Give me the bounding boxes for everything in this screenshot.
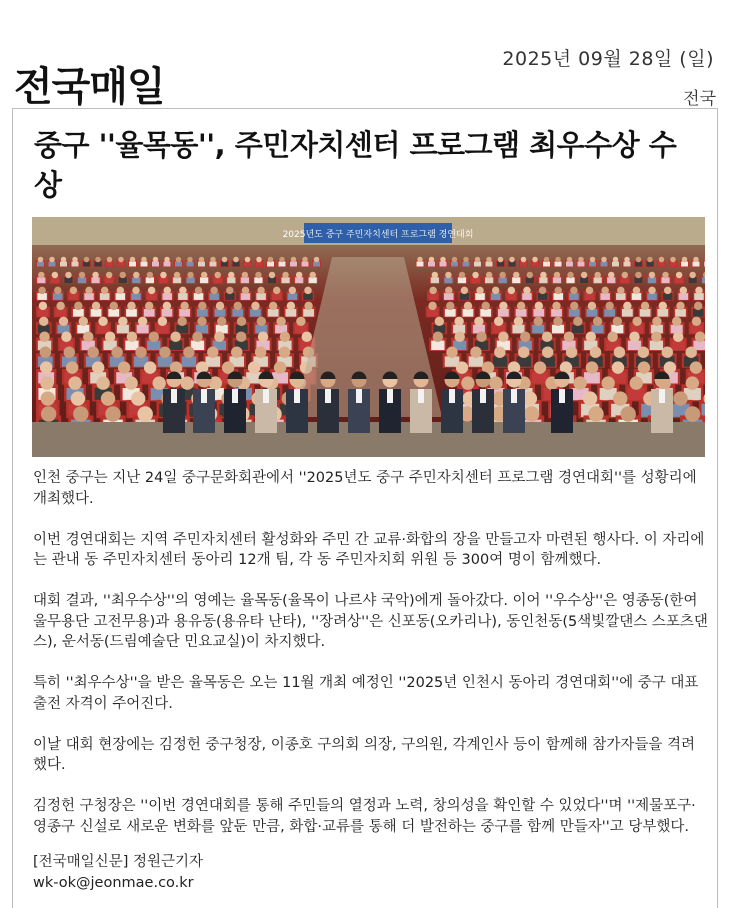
newspaper-masthead: 전국매일 [14, 55, 165, 112]
stage-banner-text: 2025년도 중구 주민자치센터 프로그램 경연대회 [283, 228, 474, 240]
reporter-name: [전국매일신문] 정원근기자 [33, 852, 203, 873]
article-photo [32, 217, 705, 457]
article-paragraph: 이날 대회 현장에는 김정헌 중구청장, 이종호 구의회 의장, 구의원, 각계인사 등이 함께해 참가자들을 격려했다. [33, 735, 708, 776]
article-byline [33, 852, 203, 893]
article-paragraph: 대회 결과, ''최우수상''의 영예는 율목동(율목이 나르샤 국악)에게 돌아갔다. 이어 ''우수상''은 영종동(한여울무용단 고전무용)과 용유동(용유타 난타), ''장려상''은 신포동(오카리나), 동인천동(5색빛깔댄스 스포츠댄스), 운서동(드림예술단 민요교실)이 차지했다. [33, 591, 708, 653]
region-label: 전국 [683, 84, 716, 109]
article-paragraph: 특히 ''최우수상''을 받은 율목동은 오는 11월 개최 예정인 ''2025년 인천시 동아리 경연대회''에 중구 대표 출전 자격이 주어진다. [33, 673, 708, 714]
publication-date: 2025년 09월 28일 (일) [502, 44, 714, 71]
article-headline: 중구 ''율목동'', 주민자치센터 프로그램 최우수상 수상 [34, 125, 694, 205]
article-paragraph: 이번 경연대회는 지역 주민자치센터 활성화와 주민 간 교류·화합의 장을 만들고자 마련된 행사다. 이 자리에는 관내 동 주민자치센터 동아리 12개 팀, 각 동 주민자치회 위원 등 300여 명이 함께했다. [33, 530, 708, 571]
article-paragraph: 인천 중구는 지난 24일 중구문화회관에서 ''2025년도 중구 주민자치센터 프로그램 경연대회''를 성황리에 개최했다. [33, 468, 708, 509]
reporter-email[interactable]: wk-ok@jeonmae.co.kr [33, 873, 203, 894]
article-paragraph: 김정헌 구청장은 ''이번 경연대회를 통해 주민들의 열정과 노력, 창의성을 확인할 수 있었다''며 ''제물포구·영종구 신설로 새로운 변화를 앞둔 만큼, 화합·교류를 통해 더 발전하는 중구를 함께 만들자''고 당부했다. [33, 796, 708, 837]
article-body [33, 468, 708, 858]
